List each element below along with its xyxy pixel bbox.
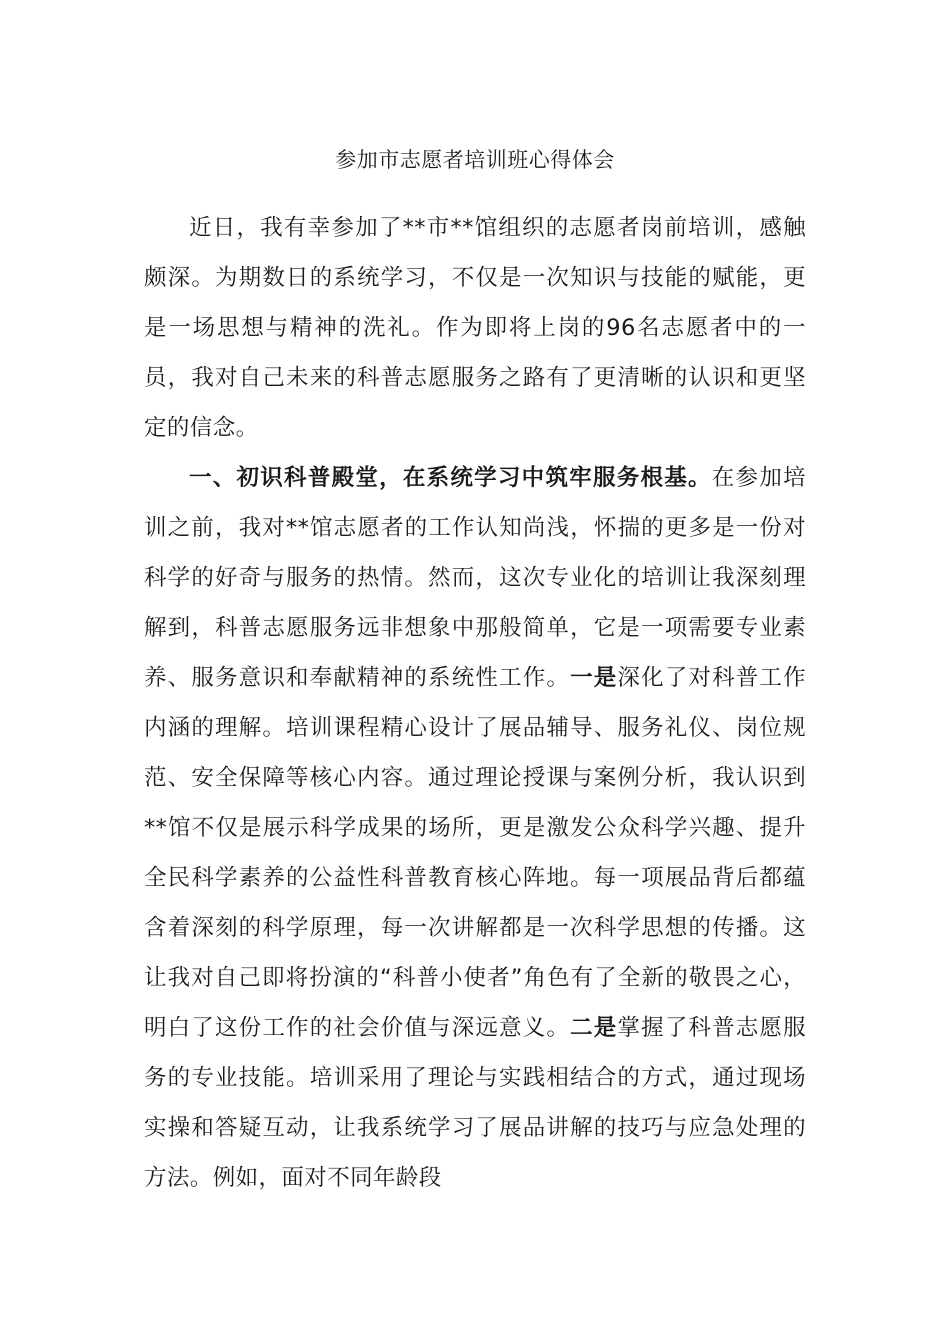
- point-one-label: 一是: [570, 665, 618, 691]
- point-one-text: 深化了对科普工作内涵的理解。培训课程精心设计了展品辅导、服务礼仪、岗位规范、安全保障等核心内容。通过理论授课与案例分析，我认识到**馆不仅是展示科学成果的场所，更是激发公众科学兴趣、提升全民科学素养的公益性科普教育核心阵地。每一项展品背后都蕴含着深刻的科学原理，每一次讲解都是一次科学思想的传播。这让我对自己即将扮演的“科普小使者”角色有了全新的敬畏之心，明白了这份工作的社会价值与深远意义。: [144, 665, 806, 1041]
- point-two-label: 二是: [570, 1015, 618, 1041]
- point-two-text: 掌握了科普志愿服务的专业技能。培训采用了理论与实践相结合的方式，通过现场实操和答疑互动，让我系统学习了展品讲解的技巧与应急处理的方法。例如，面对不同年龄段: [144, 1015, 806, 1191]
- paragraph-section-one: [144, 453, 806, 1203]
- section-one-text: 在参加培训之前，我对**馆志愿者的工作认知尚浅，怀揣的更多是一份对科学的好奇与服务的热情。然而，这次专业化的培训让我深刻理解到，科普志愿服务远非想象中那般简单，它是一项需要专业素养、服务意识和奉献精神的系统性工作。: [144, 465, 806, 691]
- document-title: 参加市志愿者培训班心得体会: [335, 148, 615, 172]
- paragraph-intro: [144, 203, 806, 453]
- document-body: [144, 203, 806, 1203]
- section-one-heading: 一、初识科普殿堂，在系统学习中筑牢服务根基。: [189, 465, 712, 491]
- intro-text: 近日，我有幸参加了**市**馆组织的志愿者岗前培训，感触颇深。为期数日的系统学习，不仅是一次知识与技能的赋能，更是一场思想与精神的洗礼。作为即将上岗的96名志愿者中的一员，我对自己未来的科普志愿服务之路有了更清晰的认识和更坚定的信念。: [144, 215, 806, 441]
